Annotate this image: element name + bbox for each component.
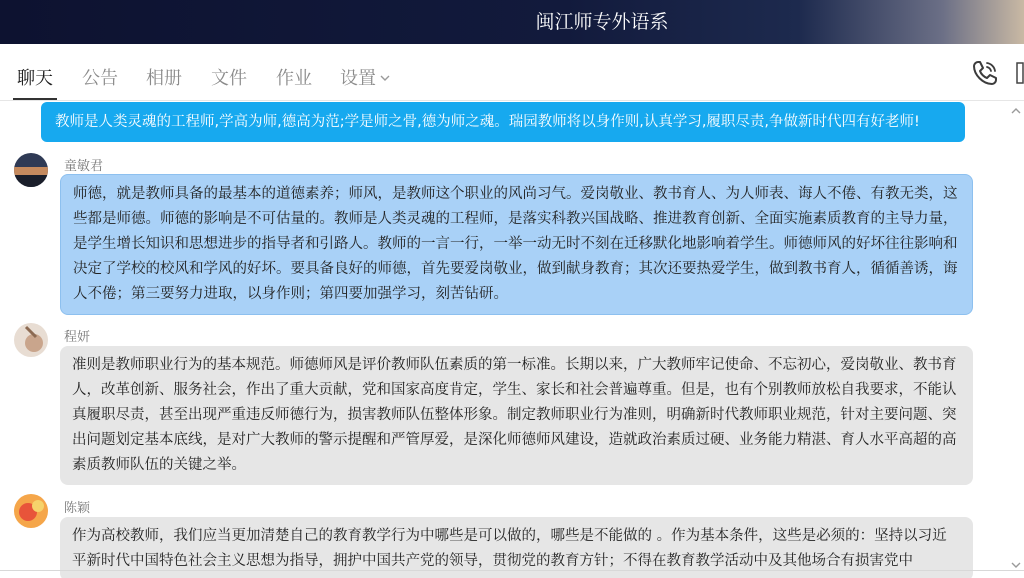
- window-title: 闽江师专外语系: [535, 11, 669, 33]
- tab-homework[interactable]: 作业: [276, 68, 312, 89]
- side-panel-toggle[interactable]: [1016, 62, 1024, 84]
- tab-settings[interactable]: [340, 64, 390, 90]
- chevron-down-icon: [380, 66, 390, 87]
- message-bubble[interactable]: 作为高校教师，我们应当更加清楚自己的教育教学行为中哪些是可以做的，哪些是不能做的 。作为基本条件，这些是必须的：坚持以习近平新时代中国特色社会主义思想为指导，拥护中国共产党的领导，贯彻党的教育方针；不得在教育教学活动中及其他场合有损害党中: [60, 517, 973, 578]
- avatar[interactable]: [14, 323, 48, 357]
- avatar[interactable]: [14, 494, 48, 528]
- tab-bar: [0, 44, 1024, 101]
- chevron-up-icon: [1010, 102, 1022, 121]
- phone-icon: [970, 73, 1000, 92]
- title-bar[interactable]: [0, 0, 1024, 44]
- chevron-down-icon: [1010, 556, 1022, 575]
- tab-announcements[interactable]: 公告: [82, 68, 118, 89]
- message-bubble[interactable]: 师德，就是教师具备的最基本的道德素养；师风，是教师这个职业的风尚习气。爱岗敬业、教书育人、为人师表、诲人不倦、有教无类，这些都是师德。师德的影响是不可估量的。教师是人类灵魂的工程师，是落实科教兴国战略、推进教育创新、全面实施素质教育的主导力量，是学生增长知识和思想进步的指导者和引路人。教师的一言一行，一举一动无时不刻在迁移默化地影响着学生。师德师风的好坏往往影响和决定了学校的校风和学风的好坏。要具备良好的师德，首先要爱岗敬业，做到献身教育；其次还要热爱学生，做到教书育人，循循善诱，诲人不倦；第三要努力进取，以身作则；第四要加强学习，刻苦钻研。: [60, 174, 973, 315]
- scroll-up-button[interactable]: [1010, 102, 1022, 114]
- message-bubble[interactable]: 教师是人类灵魂的工程师,学高为师,德高为范;学是师之骨,德为师之魂。瑞园教师将以身作则,认真学习,履职尽责,争做新时代四有好老师!: [41, 102, 965, 142]
- chat-message-list[interactable]: [0, 101, 1024, 578]
- message-sender: 程妍: [64, 330, 91, 345]
- tab-settings-label: 设置: [340, 68, 376, 89]
- message-bubble[interactable]: 准则是教师职业行为的基本规范。师德师风是评价教师队伍素质的第一标准。长期以来，广大教师牢记使命、不忘初心，爱岗敬业、教书育人，改革创新、服务社会，作出了重大贡献，党和国家高度肯定，学生、家长和社会普遍尊重。但是，也有个别教师放松自我要求，不能认真履职尽责，甚至出现严重违反师德行为，损害教师队伍整体形象。制定教师职业行为准则，明确新时代教师职业规范，针对主要问题、突出问题划定基本底线，是对广大教师的警示提醒和严管厚爱，是深化师德师风建设，造就政治素质过硬、业务能力精湛、育人水平高超的高素质教师队伍的关键之举。: [60, 346, 973, 485]
- call-button[interactable]: [970, 58, 1004, 92]
- tab-chat[interactable]: 聊天: [17, 64, 53, 90]
- divider: [0, 570, 1024, 571]
- tab-files[interactable]: 文件: [211, 68, 247, 89]
- message-sender: 童敏君: [64, 159, 104, 174]
- scroll-down-button[interactable]: [1010, 556, 1022, 568]
- avatar[interactable]: [14, 153, 48, 187]
- tab-album[interactable]: 相册: [146, 68, 182, 89]
- message-sender: 陈颖: [64, 501, 91, 516]
